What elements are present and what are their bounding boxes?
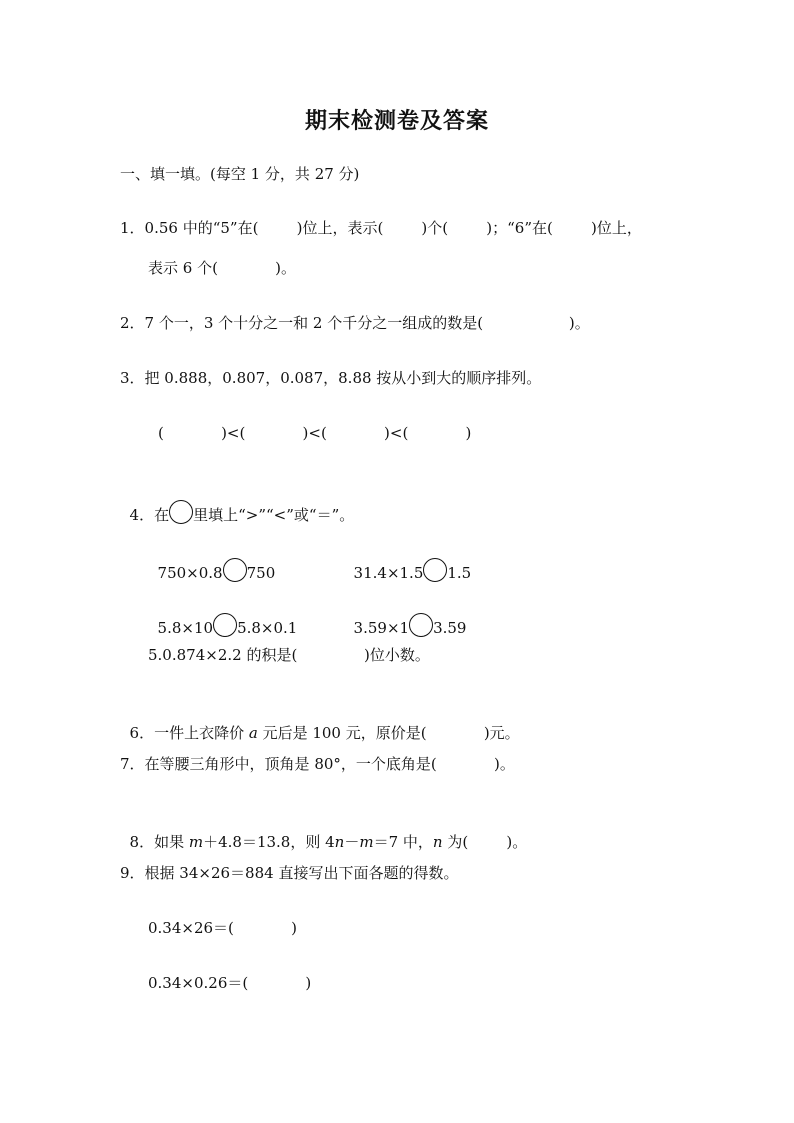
variable-m: m <box>188 833 204 851</box>
question-4-pre: 4．在 <box>129 506 170 524</box>
compare-c-right: 5.8×0.1 <box>237 619 298 637</box>
variable-a: a <box>248 724 258 742</box>
question-1-line-1: 1．0.56 中的“5”在( )位上，表示( )个( )；“6”在( )位上， <box>120 219 642 237</box>
question-5: 5.0.874×2.2 的积是( )位小数。 <box>148 646 430 664</box>
question-4-instruction <box>120 476 354 527</box>
question-2: 2．7 个一，3 个十分之一和 2 个千分之一组成的数是( )。 <box>120 314 590 332</box>
question-6-pre: 6．一件上衣降价 <box>129 724 249 742</box>
question-3-answer-blanks: ( )<( )<( )<( ) <box>158 424 472 442</box>
q8-text-2: ＋4.8＝13.8，则 4 <box>203 833 335 851</box>
compare-d-right: 3.59 <box>433 619 467 637</box>
question-9-item-b: 0.34×0.26＝( ) <box>148 974 312 992</box>
circle-blank-icon <box>169 500 193 524</box>
question-8 <box>120 806 527 854</box>
q8-text-1: 8．如果 <box>129 833 189 851</box>
circle-blank-icon <box>409 613 433 637</box>
q8-text-5: 为( )。 <box>442 833 528 851</box>
compare-item-a <box>148 534 275 585</box>
compare-item-d <box>344 589 466 640</box>
compare-b-right: 1.5 <box>447 564 472 582</box>
question-7: 7．在等腰三角形中，顶角是 80°，一个底角是( )。 <box>120 755 515 773</box>
compare-c-left: 5.8×10 <box>157 619 214 637</box>
circle-blank-icon <box>223 558 247 582</box>
compare-b-left: 31.4×1.5 <box>353 564 424 582</box>
compare-item-b <box>344 534 471 585</box>
q8-text-3: － <box>344 833 360 851</box>
circle-blank-icon <box>423 558 447 582</box>
compare-d-left: 3.59×1 <box>353 619 410 637</box>
q8-text-4: ＝7 中， <box>373 833 433 851</box>
compare-a-right: 750 <box>246 564 276 582</box>
question-3-line-1: 3．把 0.888，0.807，0.087，8.88 按从小到大的顺序排列。 <box>120 369 542 387</box>
variable-n: n <box>334 833 345 851</box>
circle-blank-icon <box>213 613 237 637</box>
question-4-post: 里填上“>”“<”或“＝”。 <box>193 506 355 524</box>
question-1-line-2: 表示 6 个( )。 <box>148 259 297 277</box>
variable-m: m <box>359 833 374 851</box>
page-title: 期末检测卷及答案 <box>304 109 489 134</box>
compare-item-c <box>148 589 297 640</box>
section-heading: 一、填一填。(每空 1 分，共 27 分) <box>120 165 360 183</box>
question-6-post: 元后是 100 元，原价是( )元。 <box>257 724 520 742</box>
question-6 <box>120 697 520 745</box>
question-9-line-1: 9．根据 34×26＝884 直接写出下面各题的得数。 <box>120 864 459 882</box>
variable-n: n <box>432 833 443 851</box>
compare-a-left: 750×0.8 <box>157 564 223 582</box>
question-9-item-a: 0.34×26＝( ) <box>148 919 297 937</box>
